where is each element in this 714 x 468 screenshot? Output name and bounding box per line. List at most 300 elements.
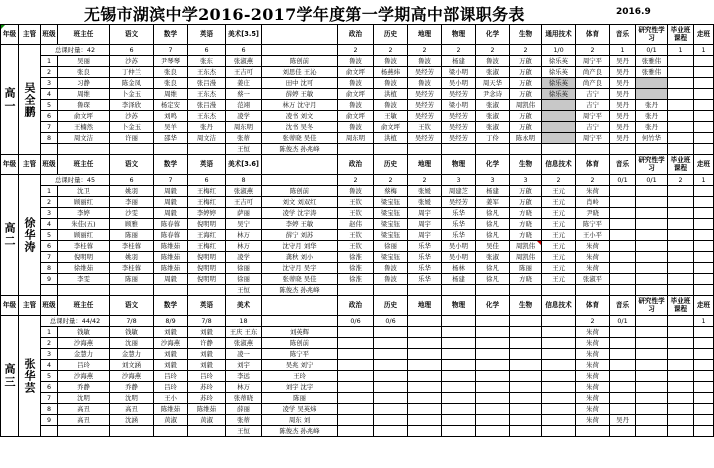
table-row — [1, 219, 714, 230]
totals-cell: 2 — [338, 175, 374, 186]
table-cell — [668, 111, 694, 122]
table-cell: 沈守月 刘华 — [262, 241, 338, 252]
table-cell — [542, 285, 576, 296]
totals-cell: 2 — [668, 175, 694, 186]
table-cell: 乐华 — [408, 252, 442, 263]
table-row — [1, 133, 714, 144]
table-row — [1, 230, 714, 241]
table-cell: 刘文涵 — [110, 360, 154, 371]
table-cell: 周建芝 — [442, 186, 476, 197]
table-cell: 王梅红 — [188, 197, 226, 208]
table-cell — [636, 241, 668, 252]
table-cell — [636, 252, 668, 263]
table-cell: 凌学 吴英炜 — [262, 404, 338, 415]
table-cell — [188, 285, 226, 296]
table-cell — [338, 285, 374, 296]
table-cell: 李婷 王敏 — [262, 219, 338, 230]
table-cell: 7 — [41, 122, 58, 133]
table-cell — [636, 393, 668, 404]
table-cell — [542, 327, 576, 338]
header-cell: 生物 — [510, 25, 542, 45]
table-cell: 凌学 沈宇涛 — [262, 208, 338, 219]
table-row — [1, 100, 714, 111]
table-cell — [694, 111, 714, 122]
table-cell — [510, 382, 542, 393]
table-cell: 萨丽 — [226, 208, 262, 219]
table-cell: 王钦 — [338, 230, 374, 241]
table-cell — [610, 338, 636, 349]
totals-row — [1, 316, 714, 327]
table-cell: 杨建 — [476, 186, 510, 197]
table-cell: 周毅 — [154, 208, 188, 219]
table-cell — [542, 360, 576, 371]
header-cell — [262, 155, 338, 175]
table-row — [1, 89, 714, 100]
table-cell: 沈卫 — [58, 186, 110, 197]
table-cell — [668, 241, 694, 252]
table-cell: 鲁波 — [374, 263, 408, 274]
table-cell — [476, 360, 510, 371]
table-cell — [476, 404, 510, 415]
table-cell: 张吕漫 — [188, 100, 226, 111]
table-cell: 尹琴琴 — [154, 56, 188, 67]
table-cell — [668, 360, 694, 371]
table-cell: 陈创前 — [262, 56, 338, 67]
table-cell: 4 — [41, 219, 58, 230]
table-cell — [510, 349, 542, 360]
table-cell: 吴经芳 — [408, 133, 442, 144]
header-cell: 信息技术 — [542, 296, 576, 316]
table-cell: 朱荷 — [576, 338, 610, 349]
table-cell: 陈创前 — [262, 186, 338, 197]
totals-cell: 3 — [476, 175, 510, 186]
table-cell: 吴佳 — [476, 241, 510, 252]
table-cell — [338, 382, 374, 393]
table-cell — [610, 404, 636, 415]
table-cell: 周宁平 — [576, 133, 610, 144]
table-cell — [408, 426, 442, 437]
table-cell: 徐凡 — [476, 263, 510, 274]
table-cell: 周宁平 — [576, 56, 610, 67]
table-cell: 鲁波 — [408, 78, 442, 89]
header-cell: 历史 — [374, 25, 408, 45]
table-cell — [442, 382, 476, 393]
totals-cell: 0/1 — [636, 175, 668, 186]
table-cell — [694, 56, 714, 67]
header-cell: 生物 — [510, 296, 542, 316]
table-row — [1, 78, 714, 89]
table-cell — [338, 371, 374, 382]
table-cell — [694, 100, 714, 111]
header-cell: 年级 — [1, 296, 19, 316]
table-cell — [636, 186, 668, 197]
header-cell: 主管 — [19, 25, 41, 45]
header-cell: 研究性学习 — [636, 296, 668, 316]
header-cell: 生物 — [510, 155, 542, 175]
totals-cell: 0/1 — [610, 316, 636, 327]
table-cell: 徐凡 — [476, 219, 510, 230]
table-cell: 王梅红 — [188, 186, 226, 197]
table-cell: 徐乐英 — [542, 67, 576, 78]
table-cell: 丁伶 — [476, 133, 510, 144]
header-cell: 走班 — [694, 155, 714, 175]
table-cell: 王玲 — [262, 371, 338, 382]
table-cell — [636, 274, 668, 285]
table-cell — [442, 426, 476, 437]
table-cell: 王元 — [542, 230, 576, 241]
table-cell — [476, 338, 510, 349]
table-cell: 张丹 — [636, 100, 668, 111]
totals-cell — [262, 175, 338, 186]
header-cell: 年级 — [1, 25, 19, 45]
table-cell: 吴丹 — [610, 111, 636, 122]
table-cell — [636, 382, 668, 393]
totals-cell: 7 — [154, 45, 188, 56]
table-cell: 龚秋 刘小 — [262, 252, 338, 263]
table-cell — [636, 426, 668, 437]
table-cell: 刘鸣 — [154, 111, 188, 122]
table-cell — [442, 393, 476, 404]
totals-cell: 总课时量：44/42 — [41, 316, 110, 327]
table-cell: 张吕漫 — [188, 78, 226, 89]
totals-cell: 6 — [188, 45, 226, 56]
table-cell — [694, 197, 714, 208]
table-cell: 沈涵 — [110, 415, 154, 426]
header-cell: 班级 — [41, 296, 58, 316]
table-cell: 王楠然 — [58, 122, 110, 133]
totals-cell: 2 — [476, 45, 510, 56]
table-cell — [668, 144, 694, 155]
table-cell: 万啟 — [510, 122, 542, 133]
table-cell: 朱荷 — [576, 360, 610, 371]
header-cell: 毕业班课程 — [668, 296, 694, 316]
totals-cell: 6 — [226, 45, 262, 56]
table-cell — [374, 415, 408, 426]
table-cell: 苏玲 — [188, 393, 226, 404]
table-cell: 沙海燕 — [110, 371, 154, 382]
table-cell: 朱荷 — [576, 349, 610, 360]
page-title: 无锡市湖滨中学2016-2017学年度第一学期高中部课职务表 — [84, 5, 525, 24]
table-cell — [576, 144, 610, 155]
table-cell — [668, 122, 694, 133]
table-cell: 李桂蓉 — [110, 263, 154, 274]
table-cell: 吉宁 — [576, 100, 610, 111]
totals-cell: 2 — [338, 45, 374, 56]
table-cell: 俞文坪 — [338, 111, 374, 122]
table-cell: 周宇 — [408, 230, 442, 241]
table-cell — [442, 415, 476, 426]
table-row — [1, 144, 714, 155]
header-cell: 走班 — [694, 296, 714, 316]
table-cell — [476, 349, 510, 360]
header-cell: 研究性学习 — [636, 155, 668, 175]
table-cell: 何竹华 — [636, 133, 668, 144]
table-cell: 吕玲 — [154, 382, 188, 393]
table-cell: 周文洁 — [188, 133, 226, 144]
table-cell — [374, 285, 408, 296]
table-cell: 张淑 — [476, 67, 510, 78]
table-cell: 张淑燕 — [226, 56, 262, 67]
header-cell: 班主任 — [58, 296, 110, 316]
table-cell — [58, 285, 110, 296]
table-cell: 朱荷 — [576, 241, 610, 252]
table-cell: 李远 — [226, 371, 262, 382]
table-cell — [636, 371, 668, 382]
table-cell: 张蒂 — [226, 133, 262, 144]
table-cell — [668, 382, 694, 393]
table-cell: 鲁波 — [338, 56, 374, 67]
table-cell: 习静 — [58, 78, 110, 89]
table-cell — [510, 327, 542, 338]
table-cell: 张丹 — [188, 122, 226, 133]
table-cell: 鲁琛 — [58, 100, 110, 111]
table-cell: 9 — [41, 415, 58, 426]
table-cell: 2 — [41, 197, 58, 208]
table-cell: 张丹 — [636, 122, 668, 133]
totals-cell: 2 — [408, 175, 442, 186]
table-row — [1, 67, 714, 78]
table-cell: 9 — [41, 274, 58, 285]
table-cell: 陈维茹 — [154, 263, 188, 274]
table-cell: 尹晓 — [576, 208, 610, 219]
table-cell: 陈维茹 — [188, 404, 226, 415]
grade-manager: 张华芸 — [19, 316, 41, 437]
totals-cell: 1 — [610, 45, 636, 56]
table-cell: 吴丽 — [58, 56, 110, 67]
table-cell: 吴小明 — [442, 241, 476, 252]
table-cell — [636, 144, 668, 155]
table-cell: 3 — [41, 208, 58, 219]
table-cell — [694, 360, 714, 371]
table-cell — [542, 371, 576, 382]
table-cell — [610, 263, 636, 274]
table-cell: 吴丹 — [610, 100, 636, 111]
header-cell: 化学 — [476, 155, 510, 175]
table-cell: 李泽欣 — [110, 100, 154, 111]
table-cell: 朱荷 — [576, 415, 610, 426]
table-cell: 王钦 — [408, 122, 442, 133]
table-cell: 吴小明 — [442, 252, 476, 263]
table-cell — [542, 382, 576, 393]
table-cell: 陈丽 — [110, 274, 154, 285]
table-cell: 刘宇 沈宇 — [262, 382, 338, 393]
table-cell — [610, 144, 636, 155]
header-cell: 地理 — [408, 25, 442, 45]
table-cell: 陈俊杰 孙兆峰 — [262, 144, 338, 155]
header-cell: 班主任 — [58, 25, 110, 45]
table-cell — [338, 360, 374, 371]
table-cell — [636, 197, 668, 208]
table-cell: 李雯 — [58, 274, 110, 285]
table-cell — [338, 144, 374, 155]
totals-cell: 2 — [374, 45, 408, 56]
totals-cell: 1/0 — [542, 45, 576, 56]
table-cell: 鲁波 — [338, 78, 374, 89]
table-cell — [374, 404, 408, 415]
table-cell — [476, 371, 510, 382]
table-cell — [668, 415, 694, 426]
table-cell — [636, 415, 668, 426]
grade-manager: 徐华涛 — [19, 175, 41, 296]
table-cell: 梁小明 — [442, 100, 476, 111]
table-cell: 万啟 — [510, 111, 542, 122]
table-cell: 吉宁 — [576, 89, 610, 100]
table-cell: 沙海燕 — [58, 338, 110, 349]
totals-cell: 7 — [154, 175, 188, 186]
header-cell: 数学 — [154, 155, 188, 175]
table-cell: 倪明明 — [188, 252, 226, 263]
table-cell: 1 — [41, 327, 58, 338]
table-cell: 倪明明 — [188, 219, 226, 230]
totals-cell: 0/1 — [610, 175, 636, 186]
totals-cell: 7/8 — [188, 316, 226, 327]
table-row — [1, 56, 714, 67]
table-cell: 沈丽 — [110, 338, 154, 349]
table-cell — [542, 111, 576, 122]
table-cell: 王海红 — [188, 230, 226, 241]
table-cell: 周维 — [154, 89, 188, 100]
table-cell: 林万 沈守月 — [262, 100, 338, 111]
table-cell: 吴宁 — [226, 219, 262, 230]
table-cell — [668, 426, 694, 437]
table-cell: 张淑 — [476, 111, 510, 122]
table-cell: 卜金玉 — [110, 122, 154, 133]
table-cell: 鲁波 — [374, 56, 408, 67]
header-cell: 信息技术 — [542, 155, 576, 175]
table-cell: 凌书 刘文 — [262, 111, 338, 122]
table-cell: 陈春蓉 — [154, 230, 188, 241]
table-cell: 周天华 — [476, 78, 510, 89]
table-cell — [610, 327, 636, 338]
table-cell: 吴经芳 — [442, 122, 476, 133]
table-cell — [636, 230, 668, 241]
table-cell: 鲁波 — [374, 78, 408, 89]
table-cell — [408, 360, 442, 371]
table-cell — [636, 404, 668, 415]
table-cell: 黄淑 — [154, 415, 188, 426]
table-cell: 鲁波 — [338, 186, 374, 197]
table-cell — [694, 327, 714, 338]
table-cell: 朱佳(五) — [58, 219, 110, 230]
totals-cell: 18 — [226, 316, 262, 327]
header-cell — [262, 296, 338, 316]
table-cell: 周东明 — [226, 122, 262, 133]
table-cell: 6 — [41, 241, 58, 252]
table-cell: 赵伟 — [338, 219, 374, 230]
table-row — [1, 208, 714, 219]
header-cell: 地理 — [408, 296, 442, 316]
totals-cell: 6 — [110, 45, 154, 56]
table-cell: 张淑燕 — [226, 338, 262, 349]
header-cell: 地理 — [408, 155, 442, 175]
table-cell — [694, 241, 714, 252]
table-cell: 朱荷 — [576, 186, 610, 197]
grade-label: 高一 — [1, 45, 19, 155]
table-cell: 田中 沈可 — [262, 78, 338, 89]
table-cell — [58, 426, 110, 437]
table-cell: 徐凡 — [476, 208, 510, 219]
table-cell: 吴丹 — [610, 415, 636, 426]
table-cell — [610, 186, 636, 197]
table-cell: 乐华 — [408, 274, 442, 285]
totals-cell: 0/1 — [636, 45, 668, 56]
totals-cell: 3 — [442, 175, 476, 186]
table-row — [1, 186, 714, 197]
table-cell — [694, 274, 714, 285]
table-cell: 张丹 — [636, 111, 668, 122]
table-cell: 姜庄 — [226, 78, 262, 89]
table-cell: 陈维茹 — [154, 252, 188, 263]
table-cell: 吴经芳 — [408, 111, 442, 122]
table-cell: 朱荷 — [576, 371, 610, 382]
date-label: 2016.9 — [616, 7, 651, 17]
table-row — [1, 360, 714, 371]
table-cell: 薛丽 — [226, 404, 262, 415]
table-cell — [668, 252, 694, 263]
table-cell — [668, 274, 694, 285]
table-cell: 张淑燕 — [226, 186, 262, 197]
table-cell: 3 — [41, 349, 58, 360]
table-cell: 8 — [41, 263, 58, 274]
grade-manager: 吴全鹏 — [19, 45, 41, 155]
table-cell: 张蒂晓 — [226, 393, 262, 404]
table-cell — [154, 144, 188, 155]
totals-cell: 1 — [694, 316, 714, 327]
table-cell — [694, 230, 714, 241]
table-cell: 刘毅 — [188, 349, 226, 360]
grade-label: 高三 — [1, 316, 19, 437]
header-cell: 美术 — [226, 296, 262, 316]
table-cell — [668, 67, 694, 78]
table-cell: 薛婷 王敏 — [262, 89, 338, 100]
table-cell: 5 — [41, 230, 58, 241]
table-cell — [694, 208, 714, 219]
table-cell — [668, 338, 694, 349]
table-cell: 顾雅 — [110, 219, 154, 230]
table-cell — [374, 426, 408, 437]
table-cell: 方晓 — [510, 230, 542, 241]
table-cell — [694, 89, 714, 100]
table-cell: 尚产良 — [576, 67, 610, 78]
header-cell: 年级 — [1, 155, 19, 175]
table-cell — [374, 360, 408, 371]
table-cell: 朱荷 — [576, 393, 610, 404]
table-cell: 徐凡 — [476, 274, 510, 285]
table-cell: 王元 — [542, 197, 576, 208]
table-cell: 吴丹 — [610, 122, 636, 133]
table-cell: 王元 — [542, 208, 576, 219]
table-cell: 7 — [41, 252, 58, 263]
table-cell — [510, 393, 542, 404]
table-cell — [668, 133, 694, 144]
table-cell: 6 — [41, 382, 58, 393]
table-cell: 刘英辉 — [262, 327, 338, 338]
table-cell — [476, 327, 510, 338]
table-cell: 方晓 — [510, 219, 542, 230]
totals-cell — [442, 316, 476, 327]
table-cell: 杨燕炜 — [374, 67, 408, 78]
table-cell — [636, 263, 668, 274]
header-cell: 化学 — [476, 296, 510, 316]
table-cell — [576, 426, 610, 437]
table-cell: 张良 — [58, 67, 110, 78]
table-cell: 徐维茹 — [58, 263, 110, 274]
table-cell: 8 — [41, 404, 58, 415]
table-cell — [610, 208, 636, 219]
table-cell: 沈书 吴冬 — [262, 122, 338, 133]
table-cell — [542, 133, 576, 144]
table-cell — [442, 144, 476, 155]
